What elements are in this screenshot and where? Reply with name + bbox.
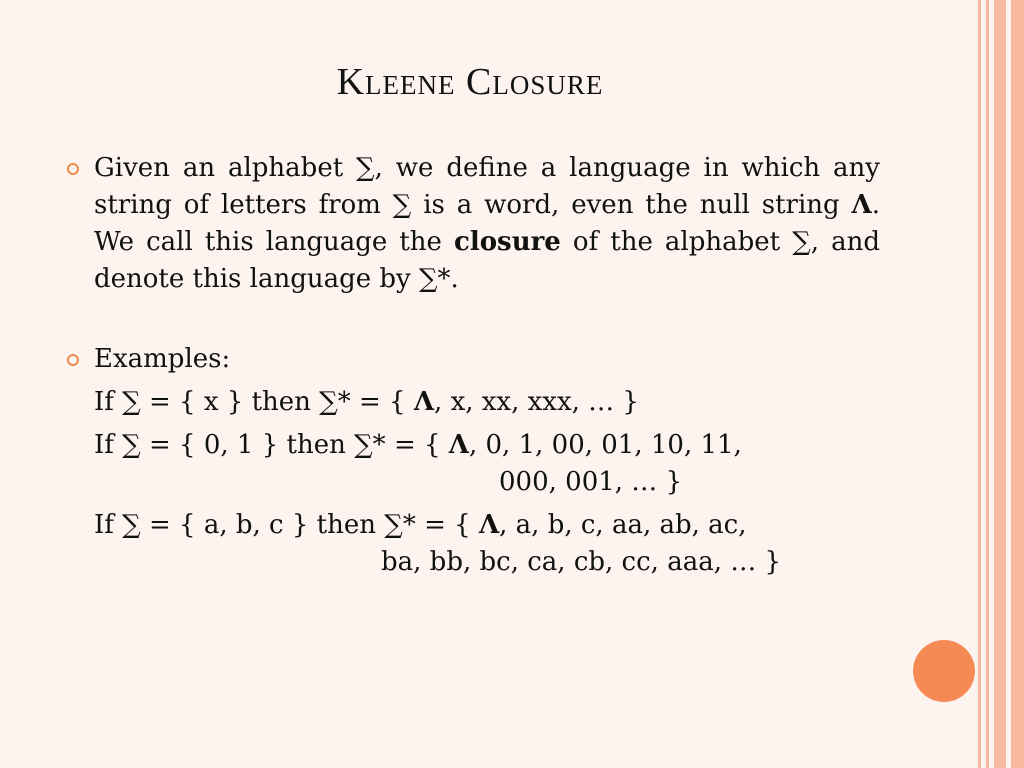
slide-content: [64, 150, 880, 581]
example-continuation: ba, bb, bc, ca, cb, cc, aaa, … }: [381, 547, 782, 577]
stripe: [978, 0, 981, 768]
decorative-circle: [913, 640, 975, 702]
example-prefix: If ∑ = { x } then ∑* = {: [94, 387, 414, 417]
stripe: [986, 0, 989, 768]
definition-text: [94, 150, 880, 298]
bullet-definition: [64, 150, 880, 298]
example-line: [94, 427, 880, 501]
slide-title: Kleene Closure: [336, 61, 604, 103]
example-suffix: , a, b, c, aa, ab, ac,: [499, 510, 747, 540]
examples-label: Examples:: [94, 344, 231, 374]
definition-part: Given an alphabet ∑, we define a language in which any string of letters from ∑ is a word, even the null string: [94, 153, 880, 220]
closure-term: closure: [454, 227, 561, 257]
example-line: [94, 507, 880, 581]
stripe: [1011, 0, 1024, 768]
lambda-symbol: Λ: [413, 387, 435, 417]
example-suffix: , 0, 1, 00, 01, 10, 11,: [468, 430, 742, 460]
definition-part: . We call this language the: [94, 190, 880, 257]
example-prefix: If ∑ = { 0, 1 } then ∑* = {: [94, 430, 449, 460]
example-suffix: , x, xx, xxx, … }: [434, 387, 639, 417]
lambda-symbol: Λ: [478, 510, 500, 540]
example-prefix: If ∑ = { a, b, c } then ∑* = {: [94, 510, 479, 540]
bullet-circle-icon: [67, 163, 79, 175]
lambda-symbol: Λ: [851, 190, 872, 220]
definition-part: of the alphabet ∑, and denote this language by ∑*.: [94, 227, 880, 294]
bullet-examples: [64, 341, 880, 378]
decorative-stripes: [978, 0, 1024, 768]
example-continuation: 000, 001, … }: [499, 467, 683, 497]
lambda-symbol: Λ: [448, 430, 469, 460]
bullet-circle-icon: [67, 354, 79, 366]
stripe: [994, 0, 1006, 768]
example-line: [94, 384, 880, 421]
